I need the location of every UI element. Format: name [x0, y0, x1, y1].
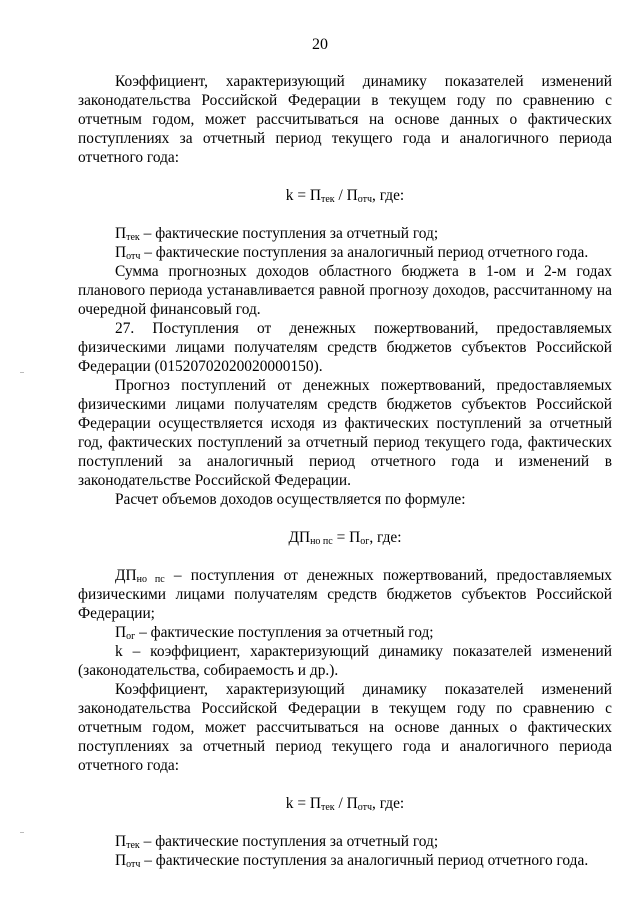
scan-mark	[20, 372, 24, 373]
section-27-heading: 27. Поступления от денежных пожертвований, предоставляемых физическими лицами получателям средств бюджетов субъектов Российской Федерации (01520702020020000150).	[78, 320, 612, 375]
definition-p-otch: $П_{отч}$ – фактические поступления за аналогичный период отчетного года.	[115, 244, 589, 262]
sum-paragraph: Сумма прогнозных доходов областного бюджета в 1-ом и 2-м годах планового периода устанавливается равной прогнозу доходов, рассчитанному на очередной финансовый год.	[78, 263, 612, 318]
coefficient-paragraph: Коэффициент, характеризующий динамику показателей изменений законодательства Российской Федерации в текущем году по сравнению с отчетным годом, может рассчитываться на основе данных о фактических поступлениях за отчетный период текущего года и аналогичного периода отчетного года:	[78, 73, 612, 166]
definition-p-og: $П_{ог}$ – фактические поступления за отчетный год;	[115, 624, 434, 642]
formula-dp: $ДП_{но пс} = П_{ог}$, где:	[288, 529, 402, 547]
definition-p-tek-2: $П_{тек}$ – фактические поступления за отчетный год;	[115, 833, 439, 851]
coefficient-paragraph-2: Коэффициент, характеризующий динамику показателей изменений законодательства Российской Федерации в текущем году по сравнению с отчетным годом, может рассчитываться на основе данных о фактических поступлениях за отчетный период текущего года и аналогичного периода отчетного года:	[78, 681, 612, 774]
definition-p-otch-2: $П_{отч}$ – фактические поступления за аналогичный период отчетного года.	[115, 852, 589, 870]
formula-k: $k = П_{тек} / П_{отч}$, где:	[285, 187, 405, 205]
page-number: 20	[312, 36, 328, 53]
definition-p-tek: $П_{тек}$ – фактические поступления за отчетный год;	[115, 225, 439, 243]
forecast-paragraph: Прогноз поступлений от денежных пожертвований, предоставляемых физическими лицами получателям средств бюджетов субъектов Российской Федерации осуществляется исходя из фактических поступлений за отчетный год, фактических поступлений за отчетный период текущего года, фактических поступлений за аналогичный период отчетного года и изменений в законодательстве Российской Федерации.	[78, 377, 612, 489]
definition-dp: $ДП_{но пс}$ – поступления от денежных пожертвований, предоставляемых физическими лицами получателям средств бюджетов субъектов Российской Федерации;	[78, 567, 612, 622]
calculation-intro: Расчет объемов доходов осуществляется по формуле:	[115, 491, 466, 508]
formula-k-2: $k = П_{тек} / П_{отч}$, где:	[285, 795, 405, 813]
document-body	[78, 72, 612, 870]
definition-k: k – коэффициент, характеризующий динамику показателей изменений (законодательства, собираемость и др.).	[78, 643, 612, 679]
scan-mark	[20, 832, 24, 833]
